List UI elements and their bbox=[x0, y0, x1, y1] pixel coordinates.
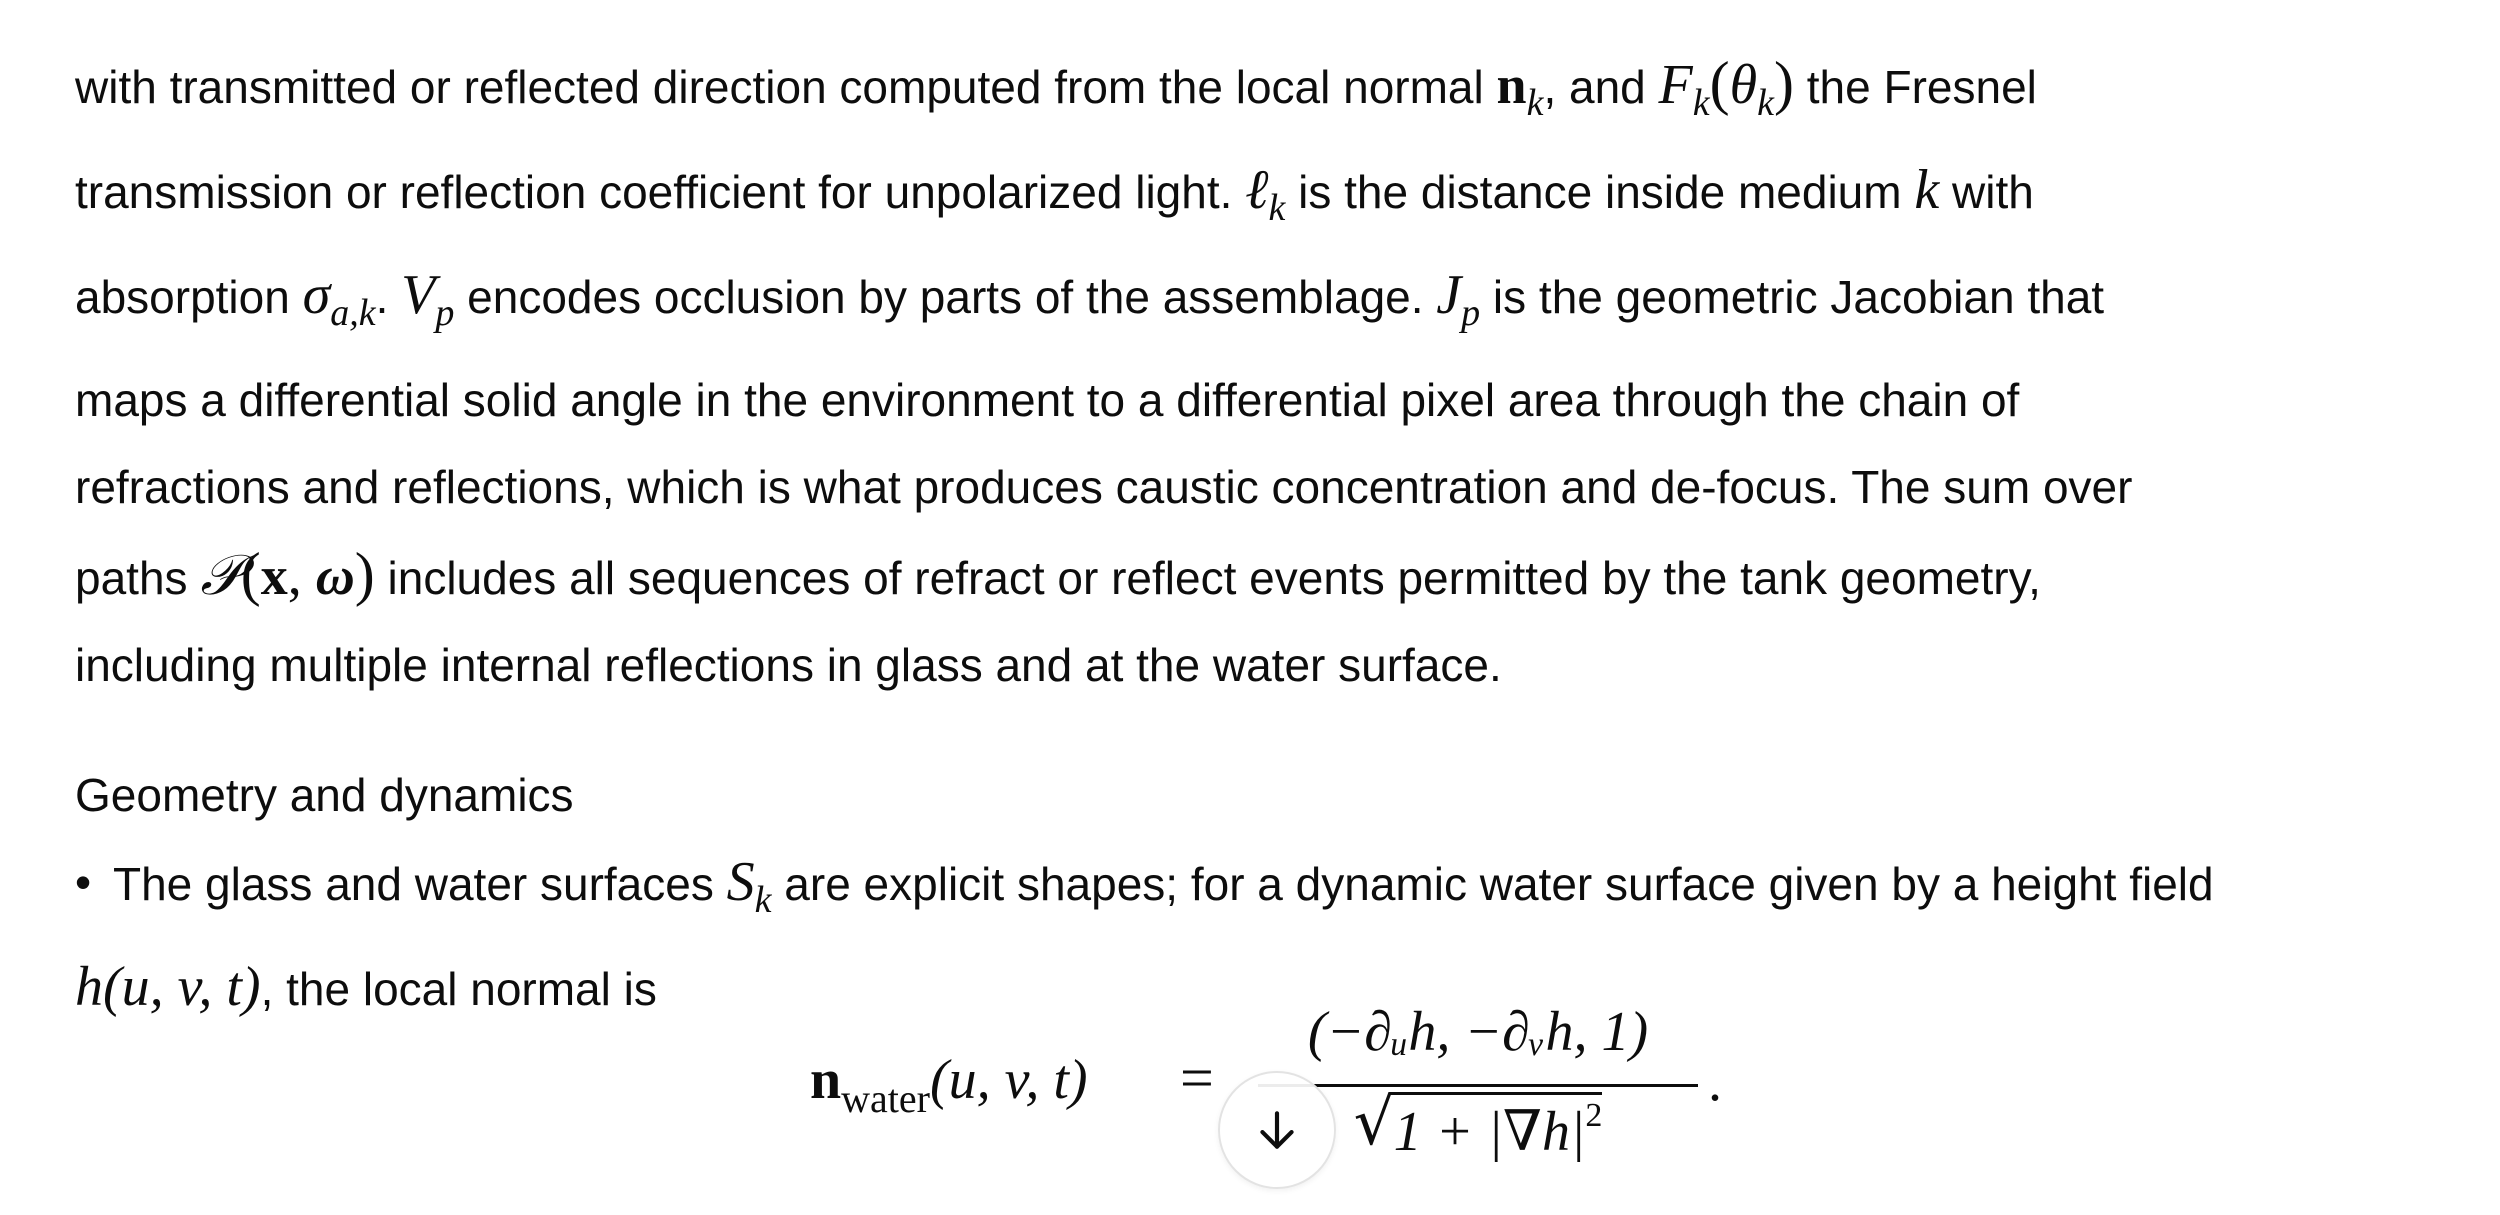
scroll-to-bottom-button[interactable] bbox=[1218, 1071, 1336, 1189]
fraction-bar bbox=[1258, 1084, 1698, 1087]
math-k: k bbox=[1914, 159, 1940, 221]
text-segment: transmission or reflection coefficient for unpolarized light. bbox=[75, 166, 1246, 218]
equation-lhs bbox=[810, 1048, 1088, 1122]
arrow-down-icon bbox=[1252, 1105, 1302, 1155]
math-subscript: p bbox=[435, 292, 455, 334]
section-heading: Geometry and dynamics bbox=[75, 769, 574, 821]
sqrt-sign: √ bbox=[1353, 1086, 1395, 1160]
paragraph-rendering-terms: with transmitted or reflected direction computed from the local normal $n_k$, and $F_k(\theta_k)$ the Fresnel transmission or reflection coefficient for unpolarized light. ℓ$_k$ is the distance inside medium k with absorption $\sigma_{a,k}$. $V_p$ encodes occlusion by parts of the assemblage. $J_p$ is the geometric Jacobian that maps a differential solid angle in the environment to a differential pixel area through the chain of refractions and reflections, which is what produces caustic concentration and de-focus. The sum over paths 𝒫(x, ω) includes all sequences of refract or reflect events permitted by the tank geometry, including multiple internal reflections in glass and at the water surface. bbox=[75, 50, 2133, 691]
math-fresnel-F: F bbox=[1658, 54, 1693, 116]
text-segment: with bbox=[1939, 166, 2034, 218]
math-n: n bbox=[810, 1049, 842, 1111]
math-args: (u, v, t) bbox=[929, 1049, 1088, 1111]
math-subscript: k bbox=[754, 879, 772, 921]
math-subscript: p bbox=[1461, 292, 1481, 334]
text-segment: , and bbox=[1543, 61, 1659, 113]
bullet-text bbox=[75, 851, 2214, 1018]
math-subscript: k bbox=[1757, 82, 1774, 124]
math-theta: θ bbox=[1729, 54, 1758, 116]
math-paths-P: 𝒫 bbox=[200, 543, 241, 608]
text-segment: encodes occlusion by parts of the assemblage. bbox=[454, 271, 1437, 323]
math-height-field: h(u, v, t) bbox=[75, 956, 261, 1018]
text-segment: . bbox=[375, 271, 402, 323]
sqrt-body bbox=[1394, 1092, 1603, 1164]
text-segment: the Fresnel bbox=[1793, 61, 2037, 113]
math-subscript-water: water bbox=[841, 1076, 930, 1121]
math-sigma: σ bbox=[302, 264, 331, 326]
math-normal-n: n bbox=[1496, 55, 1527, 115]
math-subscript: k bbox=[1526, 82, 1544, 124]
math-J: J bbox=[1436, 264, 1462, 326]
text-segment: absorption bbox=[75, 271, 303, 323]
text-segment: refractions and reflections, which is what produces caustic concentration and de-focus. The sum over bbox=[75, 461, 2133, 513]
math-subscript: k bbox=[1268, 187, 1286, 229]
text-segment: is the geometric Jacobian that bbox=[1480, 271, 2105, 323]
text-segment: maps a differential solid angle in the environment to a differential pixel area through the chain of bbox=[75, 374, 2020, 426]
text-segment: paths bbox=[75, 552, 201, 604]
message-content bbox=[75, 40, 2465, 1033]
math-ell: ℓ bbox=[1245, 159, 1269, 221]
square-root bbox=[1353, 1086, 1603, 1164]
text-segment: , the local normal is bbox=[260, 963, 657, 1015]
numerator: (−∂ᵤh, −∂ᵥh, 1) bbox=[1307, 1001, 1649, 1063]
text-segment: with transmitted or reflected direction computed from the local normal bbox=[75, 61, 1497, 113]
bullet-dot: • bbox=[75, 856, 92, 908]
equation-period: . bbox=[1708, 1051, 1722, 1113]
superscript: 2 bbox=[1585, 1097, 1603, 1134]
math-subscript: a,k bbox=[330, 292, 376, 334]
radicand: 1 + |∇h| bbox=[1393, 1101, 1586, 1163]
text-segment: includes all sequences of refract or reflect events permitted by the tank geometry, bbox=[374, 552, 2041, 604]
text-segment: The glass and water surfaces bbox=[113, 858, 727, 910]
equals-sign: = bbox=[1180, 1045, 1214, 1111]
text-segment: are explicit shapes; for a dynamic water surface given by a height field bbox=[771, 858, 2214, 910]
math-omega: ω bbox=[315, 546, 355, 606]
math-subscript: k bbox=[1692, 82, 1710, 124]
text-segment: is the distance inside medium bbox=[1285, 166, 1915, 218]
text-segment: including multiple internal reflections in glass and at the water surface. bbox=[75, 639, 1502, 691]
math-S: S bbox=[726, 851, 755, 913]
math-x: x bbox=[260, 546, 288, 606]
math-V: V bbox=[401, 264, 436, 326]
